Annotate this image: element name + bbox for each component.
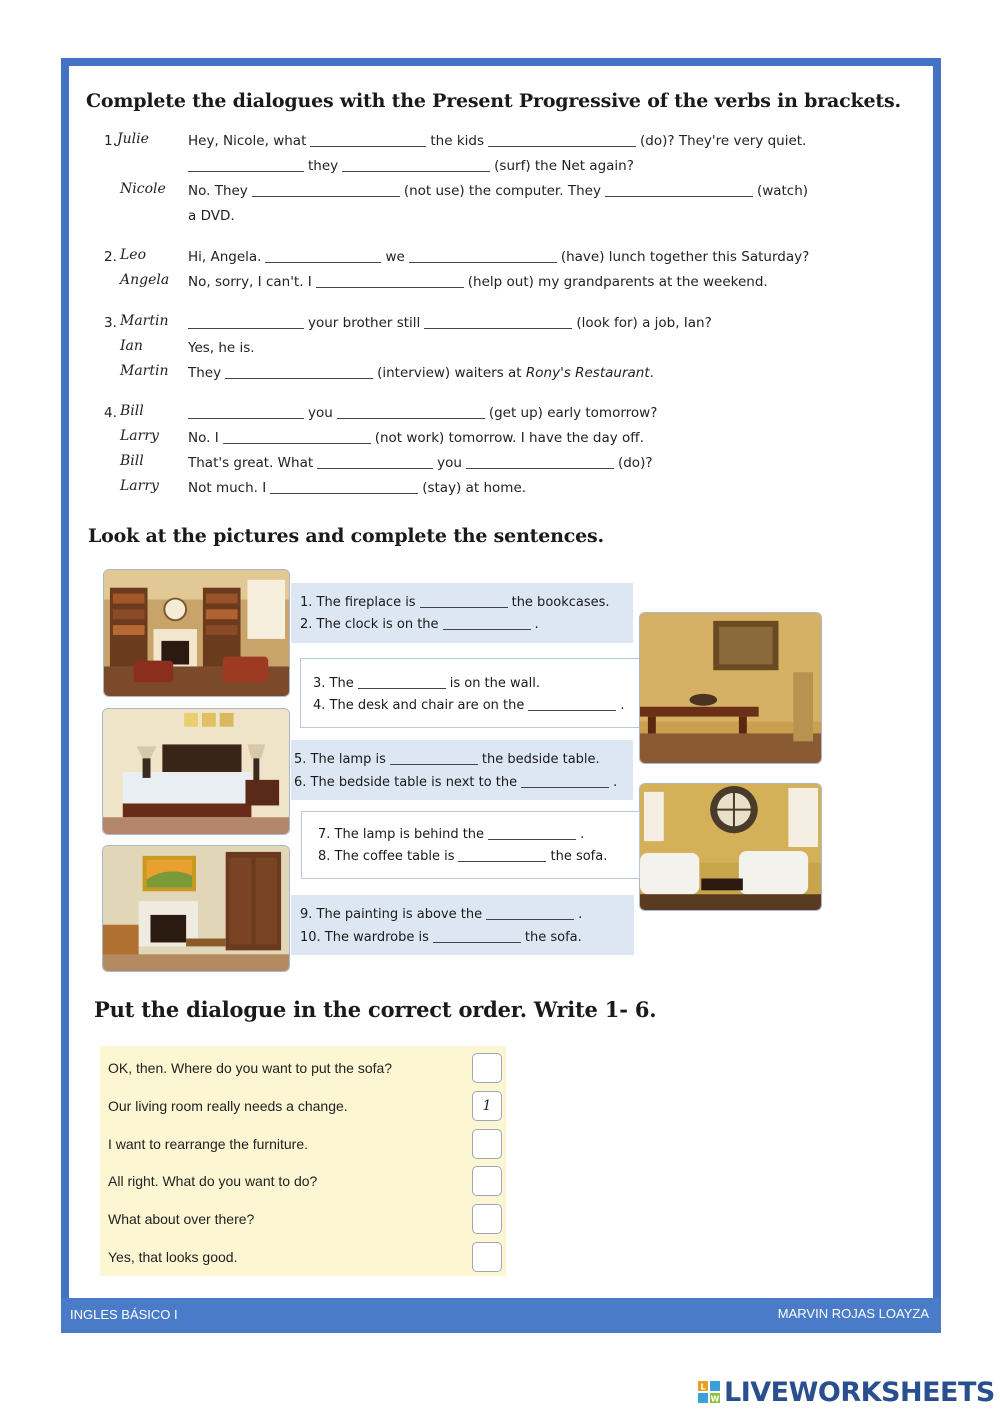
dialogue-line xyxy=(188,249,809,265)
question-text: . xyxy=(578,907,583,922)
question-1 xyxy=(300,595,610,610)
course-name: INGLES BÁSICO I xyxy=(70,1307,178,1322)
order-row-text: What about over there? xyxy=(108,1211,255,1227)
question-text: the bookcases. xyxy=(511,595,610,610)
speaker-name: Ian xyxy=(120,338,143,354)
dialogue-line: a DVD. xyxy=(188,208,235,224)
question-box xyxy=(291,583,633,643)
answer-blank[interactable] xyxy=(188,316,304,329)
answer-blank[interactable] xyxy=(521,775,609,788)
question-5 xyxy=(294,752,600,767)
living-room-photo xyxy=(103,569,290,697)
dialogue-line xyxy=(188,133,806,149)
answer-blank[interactable] xyxy=(486,907,574,920)
answer-blank[interactable] xyxy=(265,250,381,263)
line-text: Hey, Nicole, what xyxy=(188,133,307,149)
question-text: . xyxy=(620,698,625,713)
order-answer-input[interactable]: 1 xyxy=(472,1091,502,1121)
dialogue-line xyxy=(188,274,768,290)
line-text: (surf) the Net again? xyxy=(494,158,634,174)
question-text: is on the wall. xyxy=(449,676,540,691)
line-text: you xyxy=(308,405,333,421)
answer-blank[interactable] xyxy=(409,250,557,263)
study-room-photo xyxy=(639,612,822,764)
answer-blank[interactable] xyxy=(390,752,478,765)
section2-title: Look at the pictures and complete the sentences. xyxy=(88,525,604,547)
dialogue-line xyxy=(188,365,654,381)
speaker-name: Bill xyxy=(120,403,144,419)
speaker-name: Nicole xyxy=(120,181,166,197)
answer-blank[interactable] xyxy=(188,159,304,172)
answer-blank[interactable] xyxy=(358,676,446,689)
line-text: you xyxy=(437,455,462,471)
speaker-name: Larry xyxy=(120,428,159,444)
line-text: (get up) early tomorrow? xyxy=(488,405,658,421)
order-answer-input[interactable] xyxy=(472,1053,502,1083)
line-text: the kids xyxy=(430,133,484,149)
author-name: MARVIN ROJAS LOAYZA xyxy=(777,1306,929,1321)
question-text: 1. The fireplace is xyxy=(300,595,416,610)
question-text: the sofa. xyxy=(524,930,582,945)
line-text: they xyxy=(308,158,339,174)
line-text: (help out) my grandparents at the weekend. xyxy=(467,274,768,290)
question-text: the bedside table. xyxy=(481,752,600,767)
liveworksheets-logo-text: LIVEWORKSHEETS xyxy=(724,1377,995,1408)
dialogue-line xyxy=(188,315,712,331)
order-row-text: OK, then. Where do you want to put the sofa? xyxy=(108,1060,393,1076)
order-answer-input[interactable] xyxy=(472,1166,502,1196)
line-text: They xyxy=(188,365,222,381)
question-text: 4. The desk and chair are on the xyxy=(313,698,525,713)
question-8 xyxy=(318,849,607,864)
question-box xyxy=(300,658,640,728)
line-text: (watch) xyxy=(756,183,809,199)
question-text: 10. The wardrobe is xyxy=(300,930,429,945)
line-text: That's great. What xyxy=(188,455,314,471)
answer-blank[interactable] xyxy=(466,456,614,469)
question-text: 8. The coffee table is xyxy=(318,849,455,864)
order-row-text: Yes, that looks good. xyxy=(108,1249,238,1265)
restaurant-name: Rony's Restaurant xyxy=(525,365,650,381)
question-10 xyxy=(300,930,582,945)
speaker-name: Bill xyxy=(120,453,144,469)
order-row-text: I want to rearrange the furniture. xyxy=(108,1136,308,1152)
line-text: (look for) a job, Ian? xyxy=(576,315,712,331)
question-text: 2. The clock is on the xyxy=(300,617,439,632)
question-box xyxy=(301,811,640,879)
answer-blank[interactable] xyxy=(337,406,485,419)
dialogue-number: 4. xyxy=(104,405,117,421)
line-text: (have) lunch together this Saturday? xyxy=(560,249,810,265)
line-text: No, sorry, I can't. I xyxy=(188,274,312,290)
dialogue-number: 1. xyxy=(104,133,117,149)
answer-blank[interactable] xyxy=(443,617,531,630)
section1-title: Complete the dialogues with the Present Progressive of the verbs in brackets. xyxy=(86,90,901,112)
question-text: . xyxy=(613,775,618,790)
speaker-name: Martin xyxy=(120,313,169,329)
line-text: Hi, Angela. xyxy=(188,249,262,265)
dialogue-line xyxy=(188,183,808,199)
answer-blank[interactable] xyxy=(420,595,508,608)
question-box xyxy=(291,895,634,955)
answer-blank[interactable] xyxy=(605,184,753,197)
question-7 xyxy=(318,827,584,842)
dialogue-number: 3. xyxy=(104,315,117,331)
bedroom-photo xyxy=(102,708,290,835)
order-answer-input[interactable] xyxy=(472,1242,502,1272)
line-text: we xyxy=(385,249,405,265)
answer-blank[interactable] xyxy=(225,366,373,379)
question-text: . xyxy=(534,617,539,632)
dialogue-line: Yes, he is. xyxy=(188,340,255,356)
answer-blank[interactable] xyxy=(342,159,490,172)
dialogue-line xyxy=(188,158,634,174)
question-text: 5. The lamp is xyxy=(294,752,386,767)
speaker-name: Angela xyxy=(120,272,170,288)
question-2 xyxy=(300,617,539,632)
line-text: Not much. I xyxy=(188,480,267,496)
order-answer-input[interactable] xyxy=(472,1129,502,1159)
dialogue-order-box xyxy=(100,1046,506,1276)
question-9 xyxy=(300,907,582,922)
line-text: your brother still xyxy=(308,315,421,331)
line-text: No. They xyxy=(188,183,248,199)
question-text: the sofa. xyxy=(550,849,608,864)
dialogue-line xyxy=(188,405,657,421)
answer-blank[interactable] xyxy=(310,134,426,147)
question-6 xyxy=(294,775,617,790)
svg-text:L: L xyxy=(700,1382,706,1392)
question-text: 7. The lamp is behind the xyxy=(318,827,485,842)
answer-blank[interactable] xyxy=(270,481,418,494)
speaker-name: Martin xyxy=(120,363,169,379)
answer-blank[interactable] xyxy=(252,184,400,197)
answer-blank[interactable] xyxy=(528,698,616,711)
order-row-text: All right. What do you want to do? xyxy=(108,1173,318,1189)
section3-title: Put the dialogue in the correct order. Write 1- 6. xyxy=(94,997,657,1022)
line-text: (do)? xyxy=(617,455,653,471)
line-text: (not work) tomorrow. I have the day off. xyxy=(374,430,644,446)
answer-blank[interactable] xyxy=(458,849,546,862)
question-text: 3. The xyxy=(313,676,354,691)
dialogue-line xyxy=(188,480,526,496)
order-row-text: Our living room really needs a change. xyxy=(108,1098,348,1114)
speaker-name: Leo xyxy=(120,247,147,263)
line-text: . xyxy=(649,365,654,381)
speaker-name: Larry xyxy=(120,478,159,494)
answer-blank[interactable] xyxy=(317,456,433,469)
question-box xyxy=(291,740,633,800)
question-text: 9. The painting is above the xyxy=(300,907,483,922)
answer-blank[interactable] xyxy=(488,827,576,840)
line-text: (do)? They're very quiet. xyxy=(640,133,807,149)
lounge-photo xyxy=(102,845,290,972)
answer-blank[interactable] xyxy=(488,134,636,147)
dialogue-number: 2. xyxy=(104,249,117,265)
answer-blank[interactable] xyxy=(433,930,521,943)
answer-blank[interactable] xyxy=(223,431,371,444)
question-3 xyxy=(313,676,540,691)
liveworksheets-logo-icon xyxy=(698,1381,720,1403)
order-answer-input[interactable] xyxy=(472,1204,502,1234)
svg-text:W: W xyxy=(710,1394,720,1403)
question-text: . xyxy=(580,827,585,842)
line-text: No. I xyxy=(188,430,219,446)
footer-bar xyxy=(61,1298,941,1333)
question-text: 6. The bedside table is next to the xyxy=(294,775,518,790)
line-text: (not use) the computer. They xyxy=(403,183,601,199)
answer-blank[interactable] xyxy=(424,316,572,329)
dialogue-line xyxy=(188,430,644,446)
line-text: (stay) at home. xyxy=(422,480,527,496)
sitting-room-photo xyxy=(639,783,822,911)
answer-blank[interactable] xyxy=(316,275,464,288)
line-text: (interview) waiters at xyxy=(377,365,522,381)
speaker-name: Julie xyxy=(117,131,149,147)
question-4 xyxy=(313,698,625,713)
dialogue-line xyxy=(188,455,653,471)
answer-blank[interactable] xyxy=(188,406,304,419)
